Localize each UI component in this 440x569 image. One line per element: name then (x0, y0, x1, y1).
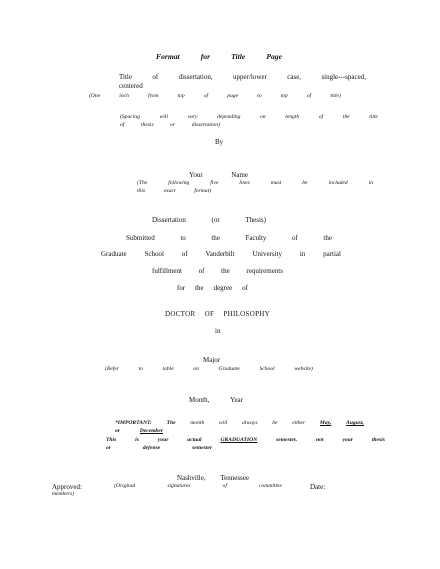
approved-note-word: (Original (114, 483, 136, 489)
state-word: Tennessee (220, 474, 249, 482)
submitted-word: Faculty (245, 234, 267, 242)
degree-word: for (177, 284, 186, 292)
note-word: on (260, 114, 266, 120)
approved-line (52, 483, 282, 491)
heading-word: Title (231, 52, 246, 61)
important-word: always (241, 420, 258, 426)
approved-note-word: of (222, 483, 227, 489)
format-heading (156, 52, 282, 61)
note-word: five (210, 180, 219, 186)
name-word: Your (189, 171, 203, 179)
note-word: (Spacing (120, 114, 140, 120)
important-note-line-2 (115, 428, 163, 434)
by-word: By (215, 138, 224, 146)
note-word: be (302, 180, 308, 186)
important-word: your (342, 437, 353, 443)
important-word: will (218, 420, 228, 426)
note-word: will (159, 114, 168, 120)
note-word: of (318, 114, 324, 120)
important-word: *IMPORTANT: (115, 420, 152, 426)
title-instruction-centered (119, 82, 143, 90)
fulfillment-word: fulfillment (152, 267, 182, 275)
note-word: must (270, 180, 282, 186)
approved-note-word: committee (259, 483, 282, 489)
important-word: or (115, 428, 120, 434)
important-word: month (190, 420, 205, 426)
your-name-line (189, 171, 248, 179)
important-word: defense (142, 445, 161, 451)
important-word: be (272, 420, 278, 426)
heading-word: Format (156, 52, 180, 61)
note-word: this (137, 188, 146, 194)
inch-note (89, 93, 341, 99)
spacing-note-line-1 (120, 114, 378, 120)
year-word: Year (230, 396, 243, 404)
degree-word: of (242, 284, 248, 292)
centered-word: centered (119, 82, 143, 90)
important-word: August, (346, 420, 364, 426)
graduate-word: partial (323, 250, 341, 258)
important-word: or (106, 445, 111, 451)
dissertation-word: (or (211, 216, 220, 224)
note-word: of (203, 93, 209, 99)
note-word: or (170, 122, 176, 128)
note-word: (The (137, 180, 148, 186)
spacing-note-line-2 (120, 122, 220, 128)
submitted-word: to (180, 234, 186, 242)
by-line (215, 138, 223, 146)
note-word: Graduate (218, 366, 240, 372)
important-word: is (135, 437, 139, 443)
important-word: either (292, 420, 306, 426)
note-word: to (138, 366, 143, 372)
fulfillment-line (152, 267, 283, 275)
submitted-word: of (291, 234, 298, 242)
heading-word: Page (266, 52, 282, 61)
graduate-word: in (299, 250, 306, 258)
note-word: top (280, 93, 288, 99)
title-word: Title (119, 73, 132, 81)
heading-word: for (200, 52, 211, 61)
in-word: in (215, 327, 221, 335)
degree-word: degree (213, 284, 233, 292)
note-word: page (227, 93, 239, 99)
title-word: single---spaced, (321, 73, 366, 81)
note-word: title) (330, 93, 341, 99)
note-word: to (257, 93, 262, 99)
doctor-line (165, 310, 270, 318)
members-word: members) (52, 491, 75, 497)
note-word: website) (294, 366, 313, 372)
important-word: your (157, 437, 169, 443)
following-note-line-1 (137, 180, 373, 186)
city-word: Nashville, (177, 474, 206, 482)
note-word: depending (217, 114, 241, 120)
important-word: This (106, 437, 117, 443)
in-line (215, 327, 220, 335)
submitted-line (126, 234, 332, 242)
refer-note (105, 366, 313, 372)
important-note-line-3 (106, 437, 385, 443)
important-note-line-1 (115, 420, 364, 426)
note-word: in (368, 180, 373, 186)
title-word: dissertation, (178, 73, 213, 81)
date-word: Date: (310, 483, 326, 491)
doctor-word: OF (204, 310, 215, 318)
location-line (177, 474, 249, 482)
fulfillment-word: the (221, 267, 230, 275)
graduate-word: Graduate (101, 250, 127, 258)
dissertation-line (152, 216, 266, 224)
major-line (203, 356, 220, 364)
graduate-line (101, 250, 341, 258)
graduate-word: University (252, 250, 282, 258)
note-word: from (148, 93, 159, 99)
month-year-line (189, 396, 243, 404)
submitted-word: Submitted (126, 234, 155, 242)
important-word: December (139, 428, 163, 434)
note-word: (One (89, 93, 101, 99)
important-note-line-4 (106, 445, 212, 451)
note-word: included (328, 180, 348, 186)
note-word: exact (163, 188, 176, 194)
dissertation-word: Dissertation (152, 216, 186, 224)
important-word: thesis (371, 437, 385, 443)
important-word: May, (319, 420, 332, 426)
important-word: The (166, 420, 176, 426)
important-word: semester (192, 445, 212, 451)
fulfillment-word: of (198, 267, 205, 275)
note-word: top (177, 93, 185, 99)
note-word: following (168, 180, 190, 186)
submitted-word: the (211, 234, 220, 242)
doctor-word: PHILOSOPHY (223, 310, 270, 318)
name-word: Name (231, 171, 248, 179)
note-word: table (162, 366, 174, 372)
graduate-word: Vanderbilt (205, 250, 235, 258)
note-word: the (342, 114, 350, 120)
graduate-word: School (144, 250, 164, 258)
note-word: School (259, 366, 275, 372)
month-word: Month, (189, 396, 210, 404)
doctor-word: DOCTOR (165, 310, 196, 318)
approved-label: Approved: (52, 483, 82, 491)
graduate-word: of (181, 250, 188, 258)
degree-word: the (195, 284, 204, 292)
note-word: inch (119, 93, 129, 99)
note-word: (Refer (105, 366, 119, 372)
title-word: upper/lower (233, 73, 267, 81)
following-note-line-2 (137, 188, 211, 194)
note-word: title (369, 114, 378, 120)
important-word: semester, (276, 437, 298, 443)
important-word: not (315, 437, 324, 443)
degree-line (177, 284, 248, 292)
note-word: format) (194, 188, 211, 194)
title-word: case, (287, 73, 302, 81)
important-word: actual (187, 437, 202, 443)
fulfillment-word: requirements (246, 267, 283, 275)
note-word: lines (239, 180, 250, 186)
note-word: length (285, 114, 300, 120)
note-word: on (193, 366, 199, 372)
submitted-word: the (323, 234, 332, 242)
note-word: of (306, 93, 312, 99)
title-instruction (119, 73, 366, 81)
note-word: of (120, 122, 125, 128)
note-word: dissertation) (191, 122, 220, 128)
title-word: of (152, 73, 159, 81)
dissertation-word: Thesis) (245, 216, 266, 224)
date-label (310, 483, 325, 491)
approved-note-word: signatures (167, 483, 191, 489)
approved-line-2 (52, 491, 74, 497)
important-word: GRADUATION (220, 437, 258, 443)
note-word: thesis (140, 122, 154, 128)
major-word: Major (203, 356, 221, 364)
note-word: vary (187, 114, 198, 120)
